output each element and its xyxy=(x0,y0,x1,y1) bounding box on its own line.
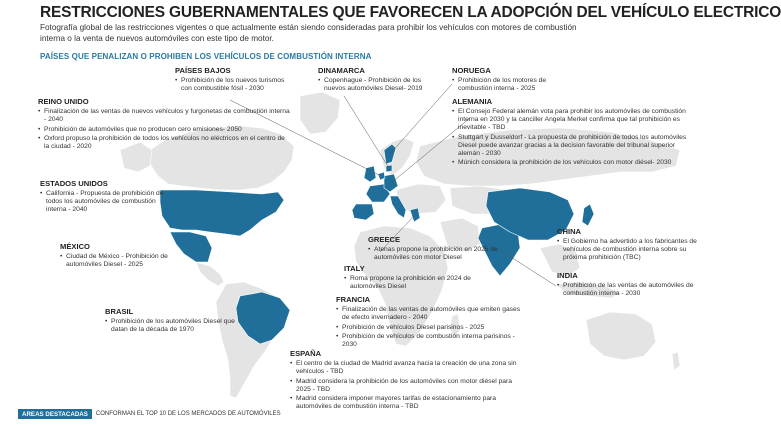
country-name-espana: ESPAÑA xyxy=(290,349,322,358)
policy-item: • Prohibición de los automóviles Diesel que datan de la década de 1970 xyxy=(105,318,243,334)
policy-item: • Prohibición de los nuevos turismos con combustible fósil - 2030 xyxy=(175,77,295,93)
policy-item: • El centro de la ciudad de Madrid avanza hacia la creación de una zona sin vehículos - TBD xyxy=(290,360,518,376)
map-mexico xyxy=(170,232,212,262)
callout-paises-bajos xyxy=(175,67,295,95)
map-spain xyxy=(352,204,374,220)
map-central-america xyxy=(196,262,224,286)
map-denmark xyxy=(386,165,392,172)
policy-item: • El Consejo Federal alemán vota para prohibir los automóviles de combustión interna en 2030 y la canciller Angela Merkel confirma que tal prohibición es inevitable - TBD xyxy=(452,108,697,132)
country-name-reino-unido: REINO UNIDO xyxy=(38,97,89,106)
country-name-estados-unidos: ESTADOS UNIDOS xyxy=(40,179,108,188)
map-japan xyxy=(582,204,594,226)
policy-item: • Prohibición de vehículos de combustión interna parisinos - 2030 xyxy=(336,333,521,349)
legend-badge: AREAS DESTACADAS xyxy=(18,409,92,419)
callout-espana xyxy=(290,350,518,413)
callout-francia xyxy=(336,296,521,351)
policy-item: • Finalización de las ventas de automóviles que emiten gases de efecto invernadero - 2040 xyxy=(336,306,521,322)
country-name-china: CHINA xyxy=(557,227,582,236)
policy-item: • Madrid considera la prohibición de los automóviles con motor diésel para 2025 - TBD xyxy=(290,378,518,394)
callout-dinamarca xyxy=(318,67,436,95)
policy-item: • El Gobierno ha advertido a los fabricantes de vehículos de combustión interna sobre su próxima prohibición (TBC) xyxy=(557,238,702,262)
callout-reino-unido xyxy=(38,98,290,153)
policy-item: • Prohibición de vehículos Diesel parisinos - 2025 xyxy=(336,324,521,332)
callout-grecia xyxy=(368,236,518,264)
country-name-alemania: ALEMANIA xyxy=(452,97,493,106)
legend-text: CONFORMAN EL TOP 10 DE LOS MERCADOS DE AUTOMÓVILES xyxy=(95,411,281,417)
leader-dinamarca xyxy=(344,96,389,168)
policy-item: • Madrid considera imponer mayores tarifas de estacionamiento para automóviles de combustión interna - TBD xyxy=(290,395,518,411)
callout-brasil xyxy=(105,308,243,336)
legend xyxy=(18,409,281,419)
policy-item: • Finalización de las ventas de nuevos vehículos y furgonetas de combustión interna - 2040 xyxy=(38,108,290,124)
map-greenland xyxy=(300,92,340,134)
map-usa xyxy=(160,190,284,236)
country-name-brasil: BRASIL xyxy=(105,307,134,316)
country-name-mexico: MÉXICO xyxy=(60,242,90,251)
callout-noruega xyxy=(452,67,567,95)
intro-text: Fotografía global de las restricciones vigentes o que actualmente están siendo consideradas para prohibir los vehículos con motores de combustión interna o la venta de nuevos automóviles con este tipo de motor. xyxy=(40,23,577,43)
callout-estados-unidos xyxy=(40,180,165,216)
policy-item: • Prohibición de las ventas de automóviles de combustión interna - 2030 xyxy=(557,282,697,298)
country-name-noruega: NORUEGA xyxy=(452,66,491,75)
callout-china xyxy=(557,228,702,264)
country-name-francia: FRANCIA xyxy=(336,295,371,304)
country-name-italia: ITALY xyxy=(344,264,365,273)
policy-item: • Copenhague - Prohibición de los nuevos automóviles Diesel- 2019 xyxy=(318,77,436,93)
policy-item: • Prohibición de los motores de combustión interna - 2025 xyxy=(452,77,567,93)
country-name-india: INDIA xyxy=(557,271,578,280)
policy-item: • Oxford propuso la prohibición de todos los vehículos no eléctricos en el centro de la ciudad - 2020 xyxy=(38,135,290,151)
policy-item: • Ciudad de México - Prohibición de automóviles Diesel - 2025 xyxy=(60,253,170,269)
policy-item: • Prohibición de automóviles que no producen cero emisiones- 2050 xyxy=(38,126,290,134)
callout-alemania xyxy=(452,98,697,169)
callout-india xyxy=(557,272,697,300)
country-name-paises-bajos: PAÍSES BAJOS xyxy=(175,66,231,75)
section-subheading: PAÍSES QUE PENALIZAN O PROHIBEN LOS VEHÍCULOS DE COMBUSTIÓN INTERNA xyxy=(40,52,372,61)
policy-item: • California - Propuesta de prohibición de todos los automóviles de combustión interna - 2040 xyxy=(40,190,165,214)
map-new-zealand xyxy=(672,352,680,370)
callout-mexico xyxy=(60,243,170,271)
country-name-dinamarca: DINAMARCA xyxy=(318,66,365,75)
policy-item: • Stuttgart y Dusseldorf - La propuesta de prohibición de todos los automóviles Diesel puede avanzar gracias a la decision favorable del tribunal superior alemán - 2030 xyxy=(452,134,697,158)
country-name-grecia: GREECE xyxy=(368,235,401,244)
map-australia xyxy=(586,312,656,360)
policy-item: • Roma propone la prohibición en 2024 de automóviles Diesel xyxy=(344,275,484,291)
policy-item: • Múnich considera la prohibición de los vehículos con motor diésel- 2030 xyxy=(452,159,697,167)
policy-item: • Atenas propone la prohibición en 2025 de automóviles con motor Diesel xyxy=(368,246,518,262)
page-title: RESTRICCIONES GUBERNAMENTALES QUE FAVORECEN LA ADOPCIÓN DEL VEHÍCULO ELECTRICO xyxy=(40,4,781,21)
callout-italia xyxy=(344,265,484,293)
